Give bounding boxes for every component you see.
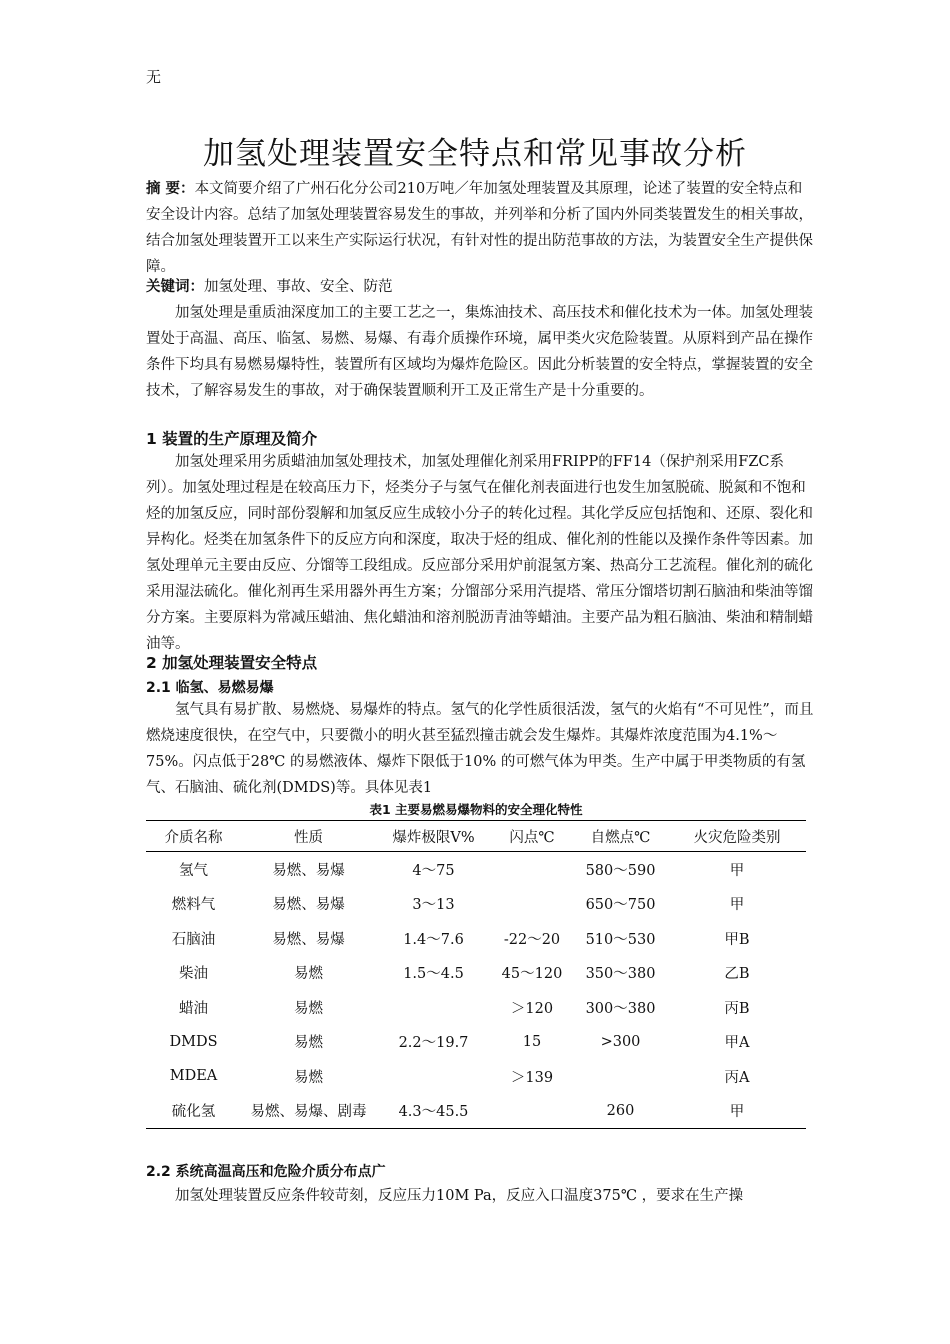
table-cell: DMDS <box>169 1033 218 1050</box>
table-cell <box>491 1094 573 1129</box>
intro-paragraph: 加氢处理是重质油深度加工的主要工艺之一，集炼油技术、高压技术和催化技术为一体。加氢处理装置处于高温、高压、临氢、易燃、易爆、有毒介质操作环境，属甲类火灾危险装置。从原料到产品在操作条件下均具有易燃易爆特性，装置所有区域均为爆炸危险区。因此分析装置的安全特点，掌握装置的安全技术，了解容易发生的事故，对于确保装置顺利开工及正常生产是十分重要的。 <box>146 305 813 399</box>
table-cell: 260 <box>573 1094 668 1129</box>
table-cell: 硫化氢 <box>146 1094 241 1129</box>
table-cell: 3～13 <box>412 897 455 914</box>
table-cell: 柴油 <box>179 966 208 983</box>
keywords-text: 加氢处理、事故、安全、防范 <box>204 279 393 295</box>
table-cell: 甲 <box>668 1094 806 1129</box>
table-cell: 乙B <box>724 966 750 983</box>
table-cell: 易燃、易爆 <box>272 897 345 914</box>
hazard-properties-table <box>146 820 806 1129</box>
table-cell: 4.3～45.5 <box>376 1094 491 1129</box>
table-cell: MDEA <box>169 1068 218 1085</box>
section-2-heading: 2 加氢处理装置安全特点 <box>146 654 318 672</box>
table-cell: 易燃 <box>294 1069 323 1086</box>
abstract-text: 本文简要介绍了广州石化分公司210万吨／年加氢处理装置及其原理，论述了装置的安全特点和安全设计内容。总结了加氢处理装置容易发生的事故，并列举和分析了国内外同类装置发生的相关事故，结合加氢处理装置开工以来生产实际运行状况，有针对性的提出防范事故的方法，为装置安全生产提供保障。 <box>146 181 813 275</box>
table-cell <box>491 852 573 887</box>
table-cell: 易燃 <box>294 1035 323 1052</box>
table-cell <box>376 990 491 1025</box>
table-cell: 580～590 <box>585 862 656 879</box>
document-title: 加氢处理装置安全特点和常见事故分析 <box>203 136 747 172</box>
table-cell: 氢气 <box>179 862 208 879</box>
table-cell: >300 <box>600 1033 641 1050</box>
table-cell <box>491 887 573 922</box>
table-cell: 甲 <box>729 897 745 914</box>
table-cell: 丙A <box>724 1069 750 1086</box>
table-cell: ＞139 <box>510 1069 554 1086</box>
abstract-label: 摘 要： <box>146 181 195 197</box>
table-cell: 易燃、易爆 <box>272 862 345 879</box>
table-cell <box>573 1059 668 1094</box>
table-cell: 15 <box>522 1033 542 1050</box>
table-cell: 2.2～19.7 <box>398 1035 469 1052</box>
table-cell: 丙B <box>724 1000 750 1017</box>
table-row <box>146 921 806 956</box>
table-cell: 蜡油 <box>179 1000 208 1017</box>
table-row <box>146 852 806 887</box>
table-cell: 45～120 <box>501 966 563 983</box>
section-1-body: 加氢处理采用劣质蜡油加氢处理技术，加氢处理催化剂采用FRIPP的FF14（保护剂采用FZC系列）。加氢处理过程是在较高压力下，烃类分子与氢气在催化剂表面进行也发生加氢脱硫、脱氮和不饱和烃的加氢反应，同时部份裂解和加氢反应生成较小分子的转化过程。其化学反应包括饱和、还原、裂化和异构化。烃类在加氢条件下的反应方向和深度，取决于烃的组成、催化剂的性能以及操作条件等因素。加氢处理单元主要由反应、分馏等工段组成。反应部分采用炉前混氢方案、热高分工艺流程。催化剂的硫化采用湿法硫化。催化剂再生采用器外再生方案；分馏部分采用汽提塔、常压分馏塔切割石脑油和柴油等馏分方案。主要原料为常减压蜡油、焦化蜡油和溶剂脱沥青油等蜡油。主要产品为粗石脑油、柴油和精制蜡油等。 <box>146 454 813 652</box>
table-cell: 易燃、易爆、剧毒 <box>241 1094 376 1129</box>
table-row <box>146 1025 806 1060</box>
column-header: 自燃点℃ <box>573 821 668 852</box>
table-cell <box>376 1059 491 1094</box>
table-cell: 300～380 <box>585 1000 656 1017</box>
table-cell: 易燃 <box>294 1000 323 1017</box>
table-cell: 易燃 <box>294 966 323 983</box>
table-cell: 1.4～7.6 <box>403 931 464 948</box>
table-caption: 表1 主要易燃易爆物料的安全理化特性 <box>369 802 583 817</box>
column-header: 闪点℃ <box>491 821 573 852</box>
table-cell: ＞120 <box>510 1000 554 1017</box>
table-cell: -22～20 <box>503 931 561 948</box>
table-header-row <box>146 821 806 852</box>
table-cell: 4～75 <box>412 862 455 879</box>
section-2-1-heading: 2.1 临氢、易燃易爆 <box>146 680 274 696</box>
table-cell: 甲 <box>729 862 745 879</box>
table-cell: 甲A <box>724 1035 750 1052</box>
header-mark: 无 <box>146 68 162 86</box>
table-cell: 易燃、易爆 <box>272 931 345 948</box>
table-row <box>146 990 806 1025</box>
abstract <box>146 176 814 280</box>
keywords <box>146 274 814 300</box>
section-2-2-heading: 2.2 系统高温高压和危险介质分布点广 <box>146 1164 386 1180</box>
keywords-label: 关键词： <box>146 279 204 295</box>
column-header: 火灾危险类别 <box>668 821 806 852</box>
section-2-1-body: 氢气具有易扩散、易燃烧、易爆炸的特点。氢气的化学性质很活泼，氢气的火焰有“不可见性”，而且燃烧速度很快，在空气中，只要微小的明火甚至猛烈撞击就会发生爆炸。其爆炸浓度范围为4.1%～75%。闪点低于28℃ 的易燃液体、爆炸下限低于10% 的可燃气体为甲类。生产中属于甲类物质的有氢气、石脑油、硫化剂(DMDS)等。具体见表1 <box>146 702 814 796</box>
table-cell: 350～380 <box>585 966 656 983</box>
table-cell: 1.5～4.5 <box>403 966 464 983</box>
column-header: 介质名称 <box>146 821 241 852</box>
table-row <box>146 887 806 922</box>
table-cell: 650～750 <box>585 897 656 914</box>
column-header: 性质 <box>241 821 376 852</box>
table-cell: 甲B <box>724 931 750 948</box>
column-header: 爆炸极限V% <box>376 821 491 852</box>
table-row <box>146 956 806 991</box>
section-1-heading: 1 装置的生产原理及简介 <box>146 430 318 448</box>
table-row <box>146 1059 806 1094</box>
section-2-2-body: 加氢处理装置反应条件较苛刻，反应压力10M Pa，反应入口温度375℃ ，要求在生产操 <box>175 1188 744 1204</box>
table-cell: 石脑油 <box>171 931 216 948</box>
table-cell: 510～530 <box>585 931 656 948</box>
table-cell: 燃料气 <box>171 897 216 914</box>
table-row <box>146 1094 806 1129</box>
